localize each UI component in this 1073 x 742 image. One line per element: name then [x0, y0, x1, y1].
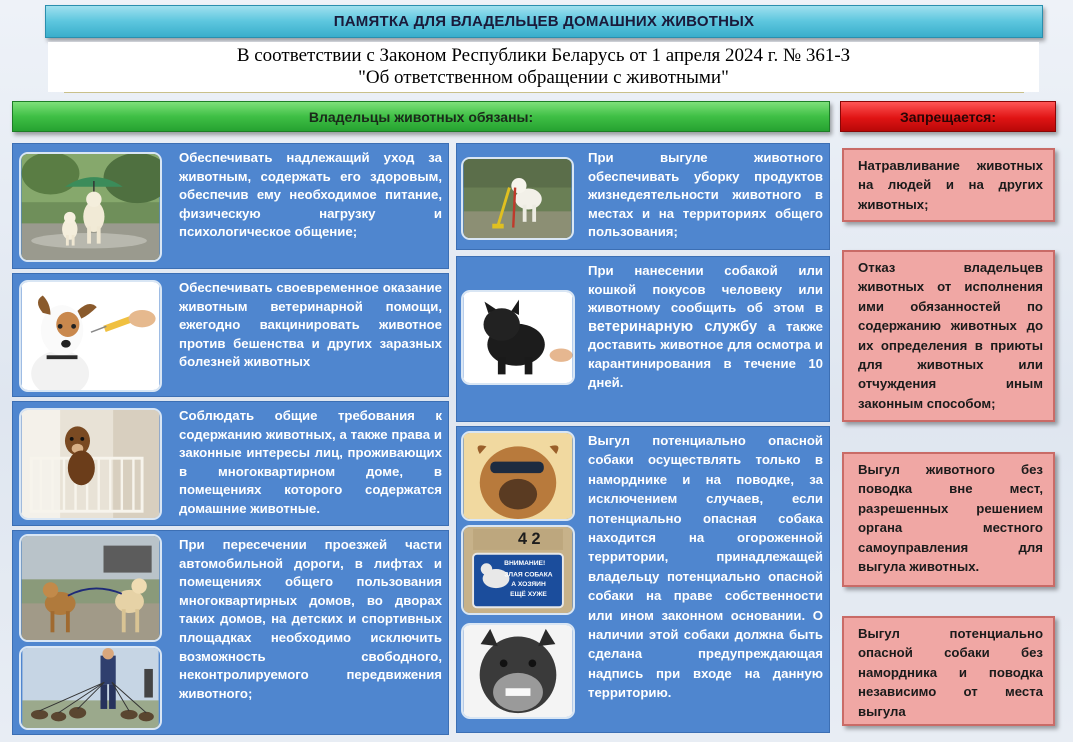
dogs-walking-image: [21, 536, 160, 640]
obligation-panel-7: [456, 426, 830, 733]
sign-line-1: ВНИМАНИЕ!: [504, 560, 546, 568]
dog-sunglasses-photo: [461, 431, 575, 521]
sign-line-2: ЗЛАЯ СОБАКА: [504, 571, 553, 579]
bite-text-part2: а также доставить животное для осмотра и карантинирования в течение 10 дней.: [588, 318, 824, 390]
obligation-panel-1: [12, 143, 449, 269]
obligation-panel-5: [456, 143, 830, 250]
prohibited-item-4: Выгул потенциально опасной собаки без намордника и поводка независимо от места выгула: [842, 616, 1055, 726]
obligation-text-2: Обеспечивать своевременное оказание животным ветеринарной помощи, ежегодно вакцинировать животное против бешенства и других заразных болезней животных: [179, 280, 442, 370]
obligation-text-5: При выгуле животного обеспечивать уборку продуктов жизнедеятельности животного в местах и на территориях общего пользования;: [588, 150, 823, 240]
dog-walker-photo: [19, 646, 162, 730]
dogs-umbrella-photo: [19, 152, 162, 262]
vet-service-text: ветеринарную службу: [588, 318, 758, 335]
obligation-panel-6: [456, 256, 830, 422]
house-number: 4 2: [518, 530, 541, 549]
dog-gate-image: [21, 410, 160, 518]
warning-sign-photo: [461, 525, 575, 615]
prohibited-item-3: Выгул животного без поводка вне мест, разрешенных решением органа местного самоуправления для выгула животных.: [842, 452, 1055, 587]
dog-vaccine-photo: [19, 280, 162, 392]
obligations-heading: Владельцы животных обязаны:: [12, 101, 830, 132]
sign-line-4: ЕЩЁ ХУЖЕ: [510, 590, 547, 598]
obligation-text-6: [588, 262, 823, 392]
dog-sunglasses-image: [463, 433, 573, 519]
dogs-walking-photo: [19, 534, 162, 642]
prohibited-item-2: Отказ владельцев животных от исполнения ими обязанностей по содержанию животных до их определения в приюты для животных или отчуждения иным законным способом;: [842, 250, 1055, 422]
obligation-panel-3: [12, 401, 449, 526]
bite-text-part1: При нанесении собакой или кошкой покусов человеку или животному сообщить об этом в: [588, 263, 823, 316]
obligation-text-1: Обеспечивать надлежащий уход за животным, содержать его здоровым, обеспечив ему необходимое питание, физическую нагрузку и психологическое общение;: [179, 150, 442, 240]
obligation-text-4: При пересечении проезжей части автомобильной дороги, в лифтах и помещениях общего пользования многоквартирных домов, во дворах таких домов, на детских и спортивных площадках необходимо исключить возможность свободного, неконтролируемого передвижения животного;: [179, 537, 442, 701]
law-line-2: "Об ответственном обращении с животными": [358, 67, 729, 88]
schnauzer-photo: [461, 623, 575, 719]
dogs-umbrella-image: [21, 154, 160, 260]
schnauzer-image: [463, 625, 573, 717]
page-title: ПАМЯТКА ДЛЯ ВЛАДЕЛЬЦЕВ ДОМАШНИХ ЖИВОТНЫХ: [45, 5, 1043, 38]
obligation-panel-2: [12, 273, 449, 397]
warning-sign-image: [463, 527, 573, 613]
sign-line-3: А ХОЗЯИН: [511, 581, 546, 589]
dog-walker-image: [21, 648, 160, 728]
puppy-image: [463, 292, 573, 383]
puppy-photo: [461, 290, 575, 385]
obligation-panel-4: [12, 530, 449, 735]
dog-cleanup-photo: [461, 157, 574, 240]
prohibited-item-1: Натравливание животных на людей и на других животных;: [842, 148, 1055, 222]
dog-cleanup-image: [463, 159, 572, 238]
obligation-text-3: Соблюдать общие требования к содержанию животных, а также права и законные интересы лиц, проживающих в многоквартирном доме, в помещениях которого содержатся домашние животные.: [179, 408, 442, 516]
law-line-1: В соответствии с Законом Республики Беларусь от 1 апреля 2024 г. № 361-З: [236, 45, 851, 66]
dog-gate-photo: [19, 408, 162, 520]
prohibited-heading: Запрещается:: [840, 101, 1056, 132]
dog-vaccine-image: [21, 282, 160, 390]
obligation-text-7: Выгул потенциально опасной собаки осуществлять только в наморднике и на поводке, за исключением случаев, если потенциально опасная собака находится на огороженной территории, принадлежащей владельцу потенциально опасной собаки на праве собственности или ином законном основании. О наличии этой собаки должна быть сделана предупреждающая надпись при входе на данную территорию.: [588, 433, 823, 701]
law-reference: [48, 42, 1039, 92]
